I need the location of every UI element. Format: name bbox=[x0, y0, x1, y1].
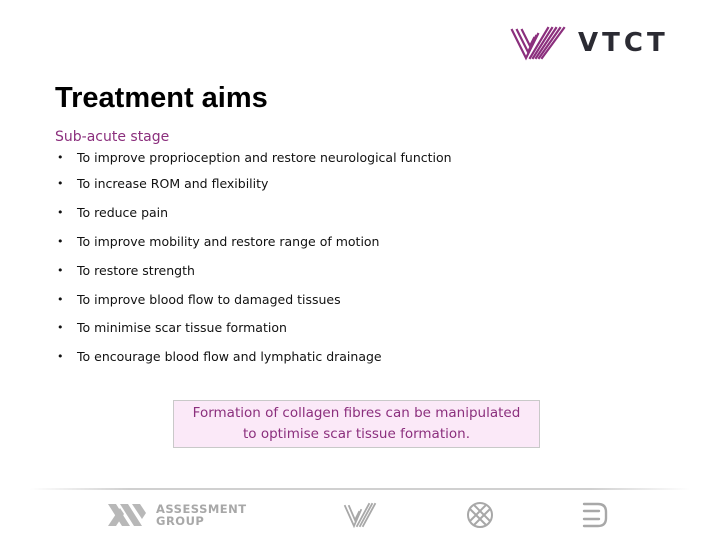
group-label: GROUP bbox=[156, 514, 205, 528]
bullet-icon: • bbox=[57, 293, 64, 306]
bullet-icon: • bbox=[57, 151, 64, 164]
vtct-logo bbox=[508, 24, 669, 62]
itec-logo-icon bbox=[580, 500, 610, 530]
aim-text: To reduce pain bbox=[77, 205, 169, 220]
brand-name: VTCT bbox=[578, 28, 669, 58]
aim-text: To improve proprioception and restore neurological function bbox=[77, 150, 452, 165]
bullet-icon: • bbox=[57, 235, 64, 248]
aim-text: To improve mobility and restore range of motion bbox=[77, 234, 380, 249]
note-line-2: to optimise scar tissue formation. bbox=[243, 426, 470, 442]
note-text bbox=[193, 403, 521, 445]
vtct-logo-icon bbox=[343, 500, 377, 530]
vtct-chevron-logo-icon bbox=[508, 24, 570, 62]
aim-text: To restore strength bbox=[77, 263, 195, 278]
bullet-icon: • bbox=[57, 321, 64, 334]
globe-footer-logo bbox=[465, 500, 495, 530]
aim-text: To increase ROM and flexibility bbox=[77, 176, 269, 191]
assessment-group-logo bbox=[106, 500, 247, 530]
collagen-note-box bbox=[173, 400, 540, 448]
aim-text: To improve blood flow to damaged tissues bbox=[77, 292, 341, 307]
assessment-group-text bbox=[156, 503, 247, 527]
globe-logo-icon bbox=[465, 500, 495, 530]
aim-text: To minimise scar tissue formation bbox=[77, 320, 287, 335]
page-title: Treatment aims bbox=[55, 82, 268, 114]
bullet-icon: • bbox=[57, 264, 64, 277]
stage-subtitle: Sub-acute stage bbox=[55, 129, 170, 145]
assessment-label: ASSESSMENT bbox=[156, 502, 247, 516]
footer-divider bbox=[30, 488, 690, 490]
assessment-group-logo-icon bbox=[106, 500, 148, 530]
bullet-icon: • bbox=[57, 206, 64, 219]
vtct-footer-logo bbox=[343, 500, 377, 530]
bullet-icon: • bbox=[57, 177, 64, 190]
aim-text: To encourage blood flow and lymphatic drainage bbox=[77, 349, 382, 364]
note-line-1: Formation of collagen fibres can be manipulated bbox=[192, 405, 521, 421]
bullet-icon: • bbox=[57, 350, 64, 363]
itec-footer-logo bbox=[580, 500, 610, 530]
